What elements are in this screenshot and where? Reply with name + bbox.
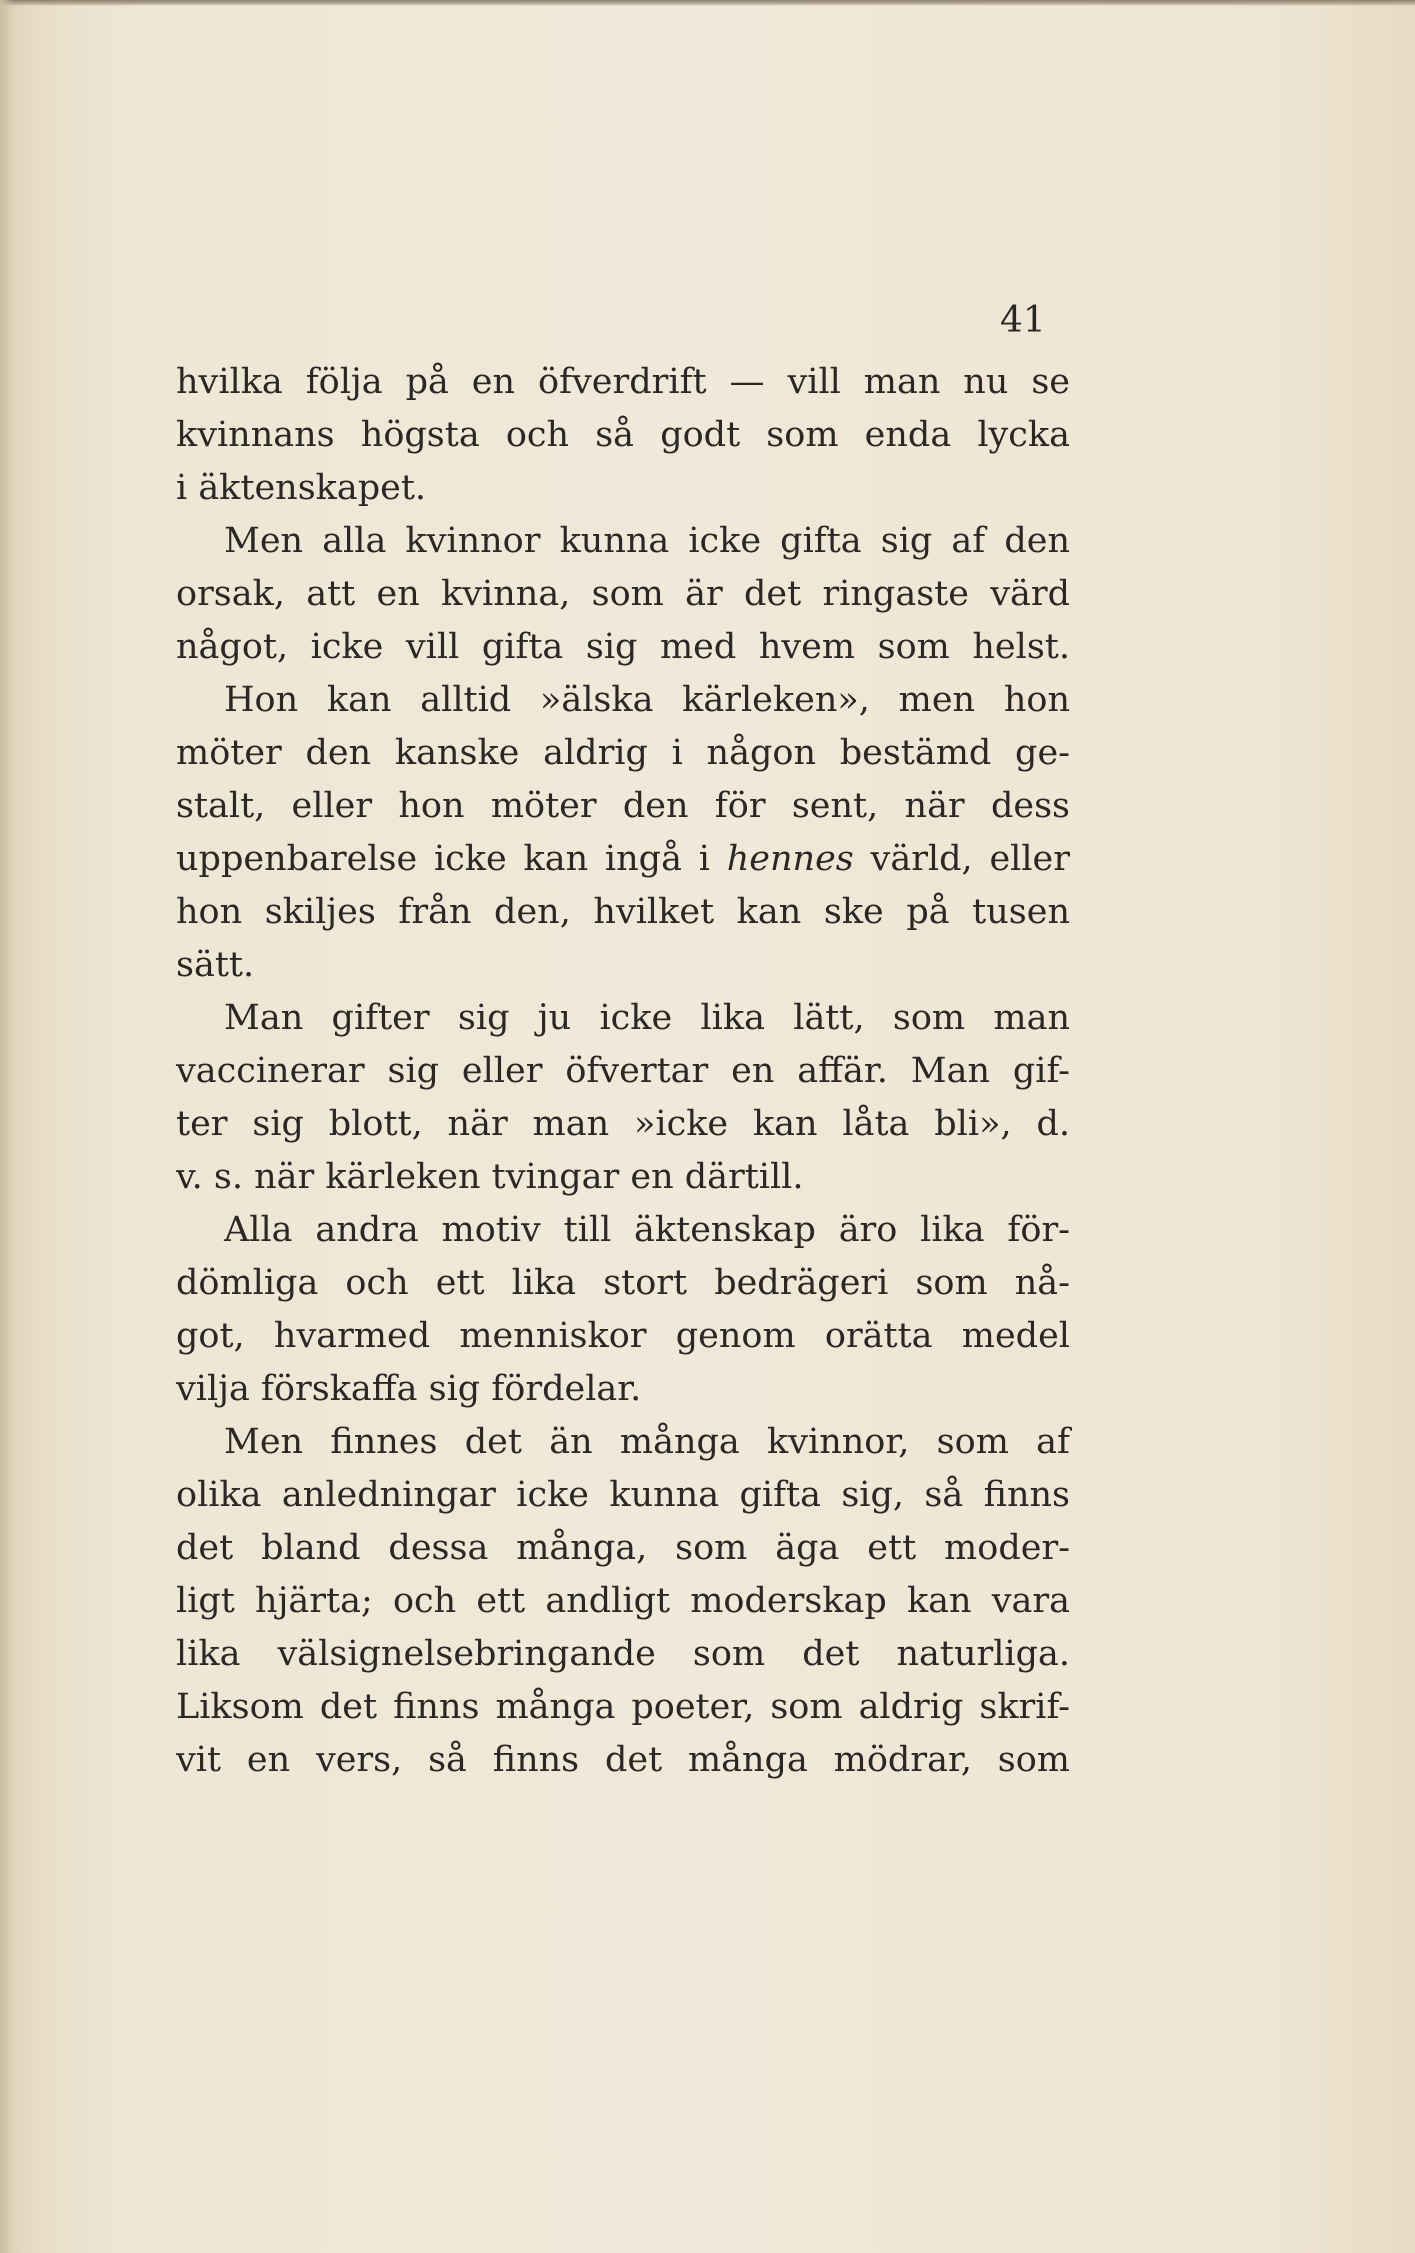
text-line: hvilka följa på en öfverdrift — vill man nu se bbox=[176, 362, 1070, 402]
paragraph-start-line: Hon kan alltid »älska kärleken», men hon bbox=[224, 680, 1070, 720]
text-line: olika anledningar icke kunna gifta sig, så finns bbox=[176, 1475, 1070, 1515]
text-line: v. s. när kärleken tvingar en därtill. bbox=[176, 1157, 804, 1197]
text-line: ter sig blott, när man »icke kan låta bli», d. bbox=[176, 1104, 1070, 1144]
text-line: kvinnans högsta och så godt som enda lycka bbox=[176, 415, 1070, 455]
text-line-with-emphasis bbox=[176, 833, 1070, 886]
text-line: något, icke vill gifta sig med hvem som helst. bbox=[176, 627, 1070, 667]
text-run: värld, eller bbox=[853, 839, 1070, 879]
text-line: möter den kanske aldrig i någon bestämd ge- bbox=[176, 733, 1070, 773]
text-line: stalt, eller hon möter den för sent, när dess bbox=[176, 786, 1070, 826]
paragraph-start-line: Men alla kvinnor kunna icke gifta sig af den bbox=[224, 521, 1070, 561]
text-line: dömliga och ett lika stort bedrägeri som nå- bbox=[176, 1263, 1070, 1303]
text-line: vit en vers, så finns det många mödrar, som bbox=[176, 1740, 1070, 1780]
text-line: i äktenskapet. bbox=[176, 468, 427, 508]
text-run: uppenbarelse icke kan ingå i bbox=[176, 839, 727, 879]
page-binding-edge bbox=[0, 0, 14, 2253]
text-line: sätt. bbox=[176, 945, 255, 985]
text-body bbox=[176, 356, 1070, 1787]
text-line: vaccinerar sig eller öfvertar en affär. Man gif- bbox=[176, 1051, 1070, 1091]
page-number: 41 bbox=[1000, 300, 1046, 341]
paragraph-start-line: Men finnes det än många kvinnor, som af bbox=[224, 1422, 1070, 1462]
paragraph-start-line: Alla andra motiv till äktenskap äro lika för- bbox=[224, 1210, 1070, 1250]
text-line: got, hvarmed menniskor genom orätta medel bbox=[176, 1316, 1070, 1356]
text-line: det bland dessa många, som äga ett moder- bbox=[176, 1528, 1070, 1568]
page-top-edge bbox=[0, 0, 1415, 6]
paragraph-start-line: Man gifter sig ju icke lika lätt, som man bbox=[224, 998, 1070, 1038]
text-line: Liksom det finns många poeter, som aldrig skrif- bbox=[176, 1687, 1070, 1727]
text-line: lika välsignelsebringande som det naturliga. bbox=[176, 1634, 1070, 1674]
text-line: hon skiljes från den, hvilket kan ske på tusen bbox=[176, 892, 1070, 932]
text-line: vilja förskaffa sig fördelar. bbox=[176, 1369, 642, 1409]
text-line: orsak, att en kvinna, som är det ringaste värd bbox=[176, 574, 1070, 614]
text-line: ligt hjärta; och ett andligt moderskap kan vara bbox=[176, 1581, 1070, 1621]
emphasized-word: hennes bbox=[726, 839, 854, 879]
